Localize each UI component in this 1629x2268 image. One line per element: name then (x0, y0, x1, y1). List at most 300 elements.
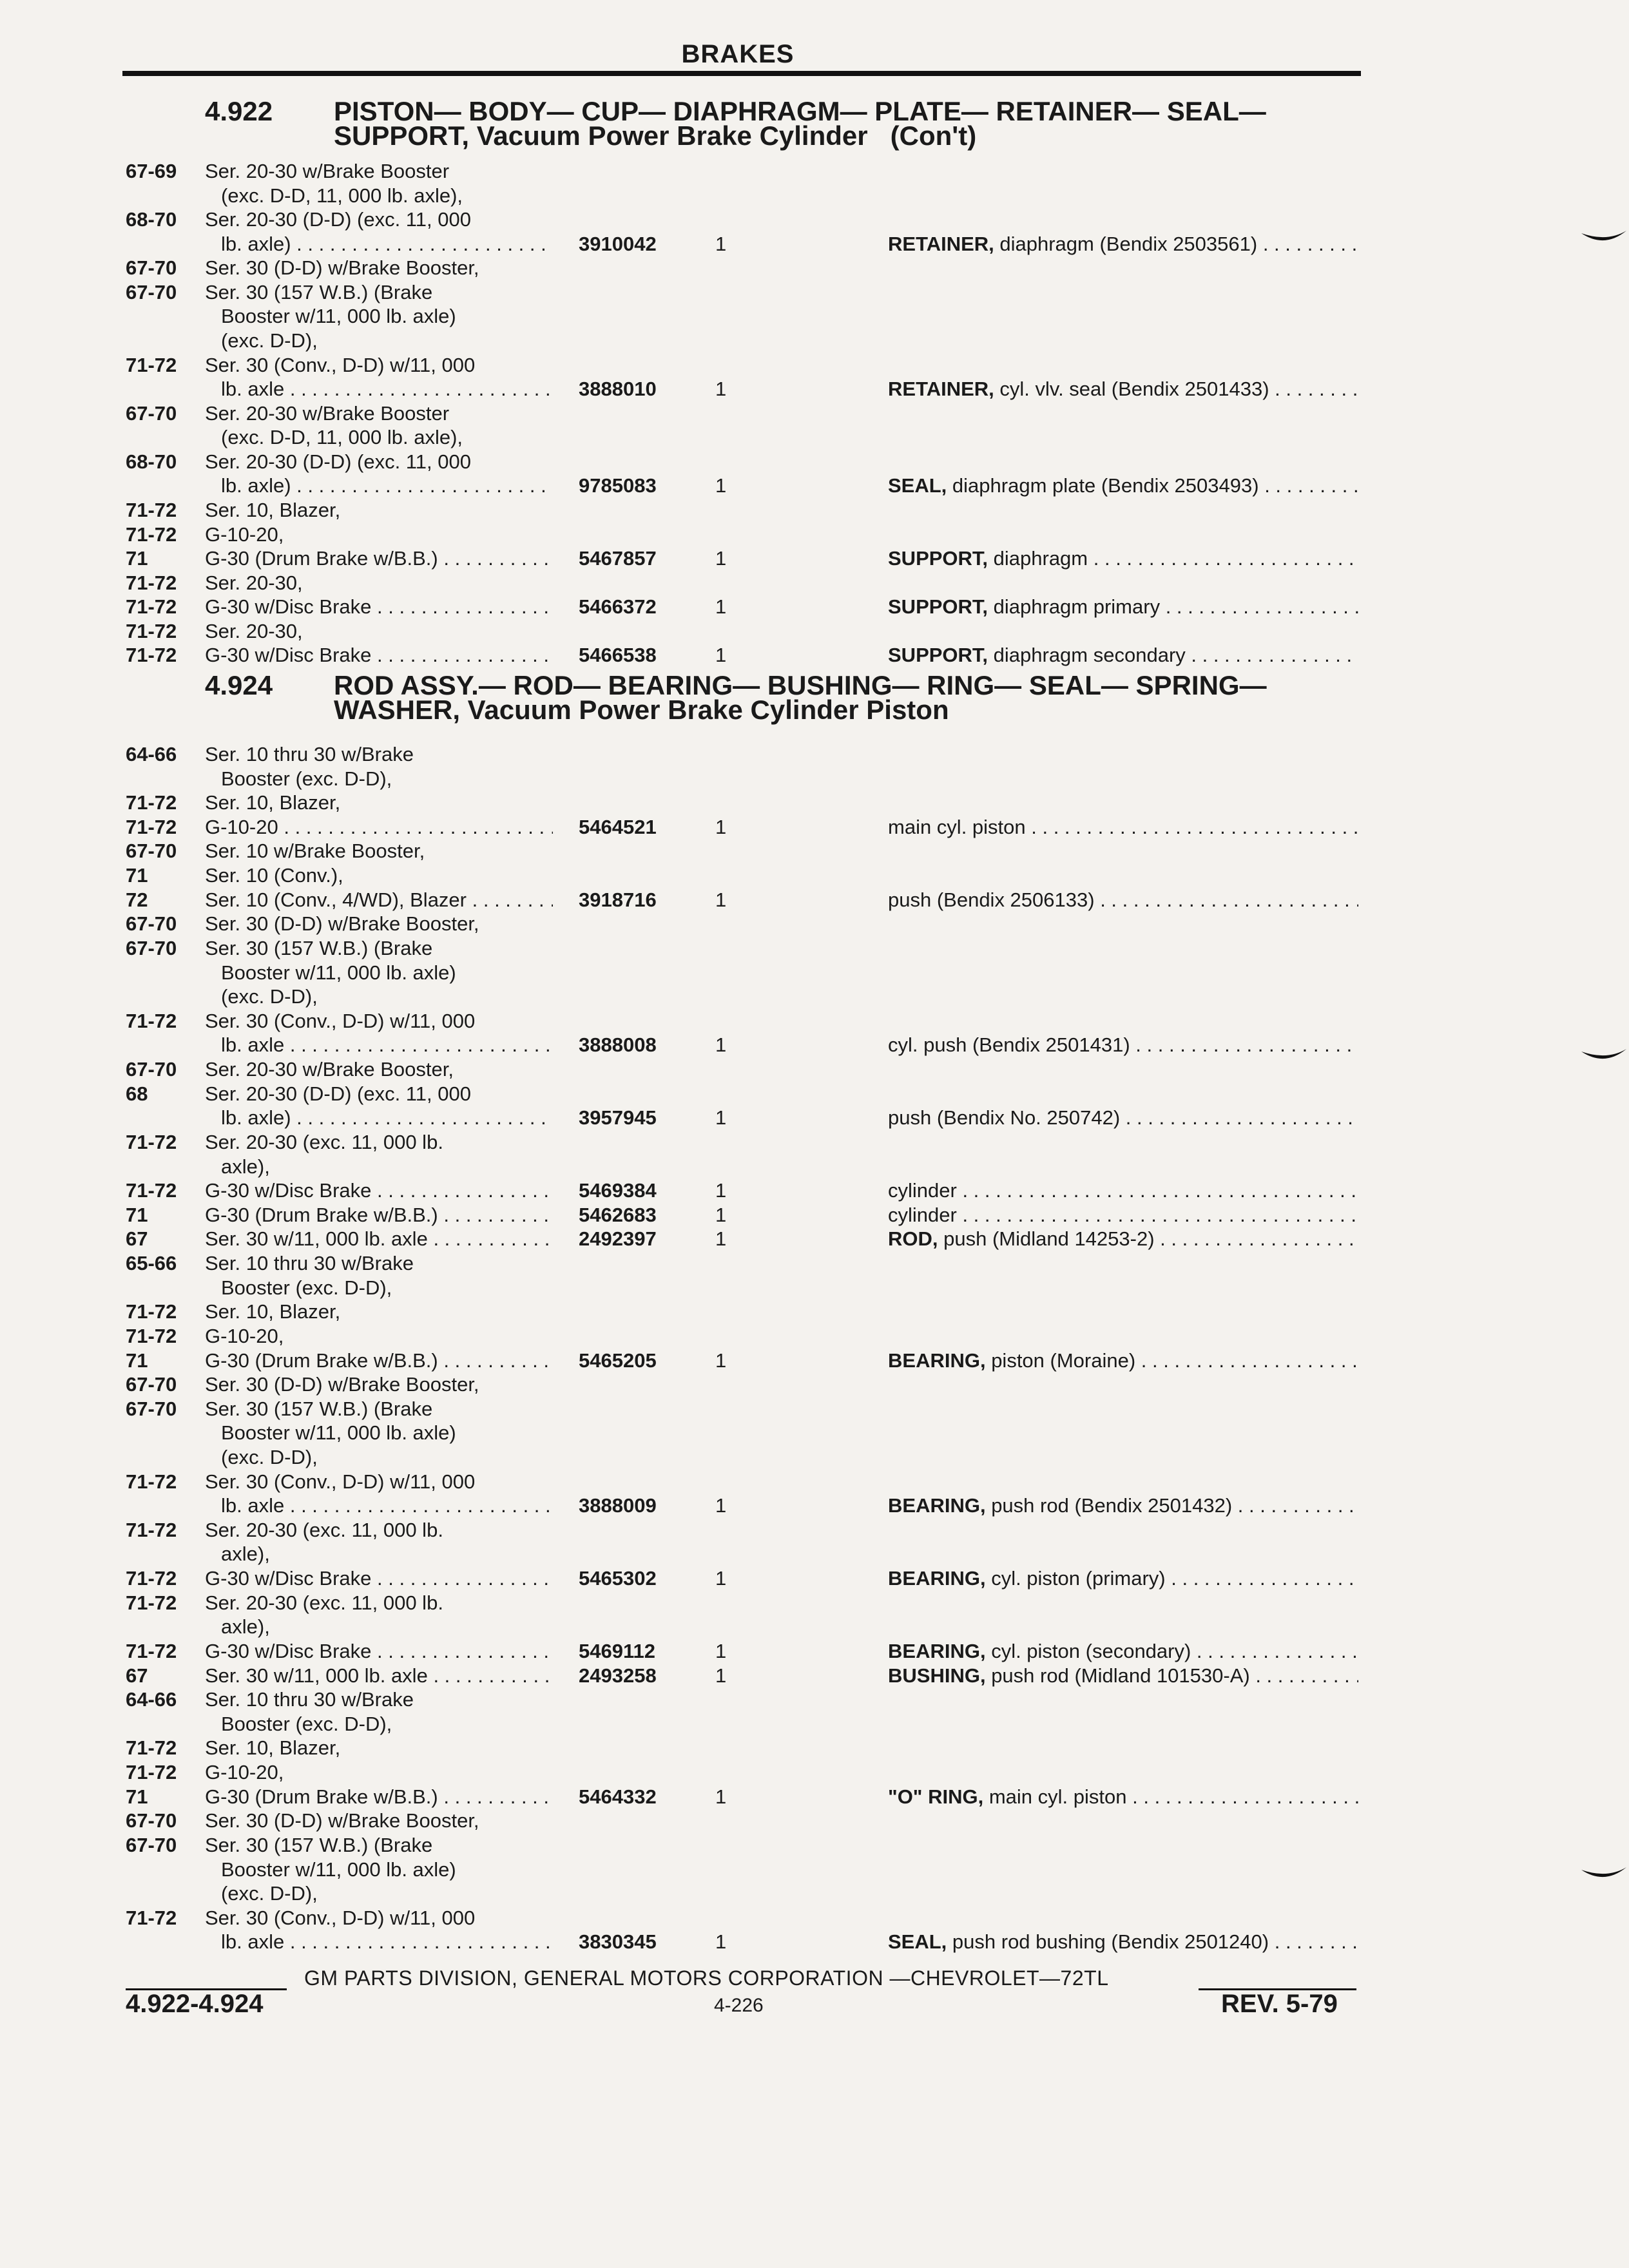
description-text: Ser. 20-30 w/Brake Booster, (205, 1058, 454, 1081)
application-description (205, 450, 471, 474)
description-text: Ser. 20-30 (exc. 11, 000 lb. (205, 1130, 443, 1153)
model-years: 71-72 (126, 523, 177, 546)
part-name (888, 1494, 1358, 1518)
description-text: Ser. 10 thru 30 w/Brake (205, 743, 414, 765)
model-years: 67-70 (126, 401, 177, 425)
description-text: G-30 (Drum Brake w/B.B.) (205, 1349, 438, 1372)
quantity: 1 (715, 1930, 727, 1954)
application-description (205, 159, 449, 184)
application-description (205, 619, 303, 644)
model-years: 67-70 (126, 1373, 177, 1396)
table-row (0, 1518, 1629, 1542)
section-header-4924 (205, 670, 1267, 725)
table-row (0, 1591, 1629, 1615)
application-description (205, 815, 553, 840)
application-description (205, 1372, 479, 1397)
part-name-keyword: BUSHING, (888, 1664, 986, 1687)
part-name-detail: diaphragm plate (Bendix 2503493) (947, 474, 1259, 497)
application-description (205, 888, 553, 912)
model-years: 68-70 (126, 450, 177, 473)
part-name (888, 1227, 1358, 1251)
application-description (205, 353, 475, 378)
table-row (0, 280, 1629, 305)
application-description (205, 1785, 553, 1809)
description-text: Ser. 20-30 w/Brake Booster (205, 160, 450, 182)
application-description (221, 1445, 318, 1470)
part-name-detail: diaphragm (Bendix 2503561) (994, 232, 1258, 255)
quantity: 1 (715, 888, 727, 911)
table-row (0, 863, 1629, 888)
page-title: BRAKES (681, 40, 795, 68)
table-row (0, 377, 1629, 401)
part-name (888, 643, 1358, 668)
application-description (221, 1276, 392, 1300)
description-text: Ser. 20-30 (D-D) (exc. 11, 000 (205, 208, 471, 231)
application-description (205, 839, 425, 863)
section-title-line1: ROD ASSY.— ROD— BEARING— BUSHING— RING— SEAL— SPRING— (334, 670, 1267, 700)
table-row (0, 791, 1629, 815)
model-years: 67-70 (126, 936, 177, 959)
part-name-detail: diaphragm secondary (988, 644, 1186, 667)
application-description (221, 474, 553, 498)
description-text: lb. axle (221, 1494, 285, 1517)
table-row (0, 1421, 1629, 1445)
description-text: lb. axle (221, 378, 285, 401)
description-text: Ser. 10 thru 30 w/Brake (205, 1688, 414, 1711)
model-years: 71 (126, 1203, 148, 1226)
model-years: 71-72 (126, 353, 177, 376)
model-years: 67-70 (126, 1833, 177, 1856)
description-text: axle), (221, 1542, 270, 1566)
description-text: G-30 w/Disc Brake (205, 1639, 372, 1662)
part-name-keyword: RETAINER, (888, 378, 994, 401)
part-name-keyword: BEARING, (888, 1639, 986, 1662)
part-name-keyword: ROD, (888, 1227, 938, 1251)
description-text: G-30 w/Disc Brake (205, 595, 372, 619)
description-text: lb. axle (221, 1930, 285, 1954)
application-description (221, 425, 463, 450)
model-years: 71-72 (126, 1639, 177, 1662)
part-name-keyword: SUPPORT, (888, 547, 988, 570)
table-row (0, 1033, 1629, 1057)
model-years: 67-70 (126, 1058, 177, 1081)
application-description (221, 1881, 318, 1906)
description-text: Ser. 20-30 (exc. 11, 000 lb. (205, 1518, 443, 1541)
description-text: Ser. 10, Blazer, (205, 1300, 341, 1323)
quantity: 1 (715, 1227, 727, 1251)
footer-page-number: 4-226 (714, 1995, 764, 2016)
quantity: 1 (715, 1033, 727, 1057)
application-description (205, 1639, 553, 1664)
table-row (0, 474, 1629, 498)
part-name-keyword: BEARING, (888, 1494, 986, 1517)
model-years: 65-66 (126, 1252, 177, 1275)
table-row (0, 329, 1629, 353)
description-text: (exc. D-D), (221, 985, 318, 1008)
model-years: 71-72 (126, 1736, 177, 1760)
table-row (0, 1736, 1629, 1760)
application-description (205, 1178, 553, 1203)
application-description (221, 985, 318, 1009)
table-row (0, 1276, 1629, 1300)
quantity: 1 (715, 815, 727, 838)
quantity: 1 (715, 547, 727, 570)
quantity: 1 (715, 1785, 727, 1808)
table-row (0, 184, 1629, 208)
table-row (0, 1712, 1629, 1736)
table-row (0, 1155, 1629, 1179)
part-name-detail: piston (Moraine) (985, 1349, 1136, 1372)
application-description (205, 1566, 553, 1591)
table-row (0, 207, 1629, 232)
part-name (888, 595, 1358, 619)
model-years: 67-70 (126, 1397, 177, 1420)
description-text: Ser. 10, Blazer, (205, 498, 341, 521)
description-text: Ser. 20-30 w/Brake Booster (205, 401, 450, 425)
model-years: 68 (126, 1082, 148, 1105)
part-number: 5469112 (579, 1639, 655, 1662)
description-text: Ser. 20-30, (205, 619, 303, 642)
description-text: (exc. D-D), (221, 329, 318, 352)
table-row (0, 256, 1629, 280)
application-description (221, 961, 456, 985)
part-name-detail: push (Bendix 2506133) (888, 888, 1095, 911)
table-row (0, 1833, 1629, 1858)
application-description (205, 791, 340, 815)
description-text: lb. axle) (221, 232, 291, 255)
application-description (205, 1906, 475, 1930)
description-text: Ser. 20-30, (205, 571, 303, 594)
description-text: Booster w/11, 000 lb. axle) (221, 1421, 456, 1445)
part-number: 3830345 (579, 1930, 657, 1954)
description-text: Ser. 30 (D-D) w/Brake Booster, (205, 1809, 479, 1832)
table-row (0, 1203, 1629, 1227)
description-text: (exc. D-D, 11, 000 lb. axle), (221, 426, 463, 449)
footer-corporation: GM PARTS DIVISION, GENERAL MOTORS CORPORATION —CHEVROLET—72TL (304, 1966, 1109, 1990)
part-name-detail: push (Bendix No. 250742) (888, 1106, 1121, 1129)
part-number: 5465302 (579, 1567, 657, 1590)
table-row (0, 1615, 1629, 1639)
model-years: 64-66 (126, 1688, 177, 1711)
application-description (205, 643, 553, 668)
application-description (221, 1858, 456, 1882)
application-description (221, 329, 318, 353)
table-row (0, 450, 1629, 474)
part-number: 5464521 (579, 815, 657, 838)
part-name-keyword: RETAINER, (888, 232, 994, 255)
section-title-line1: PISTON— BODY— CUP— DIAPHRAGM— PLATE— RETAINER— SEAL— (334, 96, 1266, 126)
description-text: Ser. 30 (D-D) w/Brake Booster, (205, 1373, 479, 1396)
table-row (0, 1178, 1629, 1203)
description-text: G-10-20 (205, 815, 278, 838)
section-number: 4.922 (205, 96, 273, 126)
model-years: 71-72 (126, 1179, 177, 1202)
quantity: 1 (715, 1349, 727, 1372)
part-name (888, 1178, 1358, 1203)
part-name (888, 1639, 1358, 1664)
table-row (0, 1227, 1629, 1251)
quantity: 1 (715, 1639, 727, 1662)
table-row (0, 961, 1629, 985)
description-text: Ser. 20-30 (D-D) (exc. 11, 000 (205, 450, 471, 473)
part-name-detail: main cyl. piston (983, 1785, 1127, 1808)
description-text: Booster (exc. D-D), (221, 1276, 392, 1299)
table-row (0, 619, 1629, 644)
table-row (0, 353, 1629, 378)
application-description (221, 1421, 456, 1445)
table-row (0, 1881, 1629, 1906)
part-name-detail: cyl. vlv. seal (Bendix 2501433) (994, 378, 1269, 401)
model-years: 67-69 (126, 160, 177, 182)
description-text: Ser. 30 (Conv., D-D) w/11, 000 (205, 1906, 476, 1929)
description-text: G-30 (Drum Brake w/B.B.) (205, 1203, 438, 1226)
table-row (0, 1106, 1629, 1130)
quantity: 1 (715, 1494, 727, 1517)
model-years: 71-72 (126, 1324, 177, 1347)
description-text: Ser. 30 (D-D) w/Brake Booster, (205, 256, 479, 280)
table-row (0, 1664, 1629, 1688)
table-row (0, 1639, 1629, 1664)
part-name-detail: cyl. push (Bendix 2501431) (888, 1033, 1130, 1057)
application-description (205, 280, 432, 305)
application-description (205, 1251, 414, 1276)
description-text: Ser. 10, Blazer, (205, 1736, 341, 1760)
description-text: G-30 w/Disc Brake (205, 1567, 372, 1590)
application-description (221, 1155, 270, 1179)
table-row (0, 546, 1629, 571)
model-years: 71 (126, 1349, 148, 1372)
quantity: 1 (715, 644, 727, 667)
description-text: Ser. 30 (Conv., D-D) w/11, 000 (205, 1009, 476, 1032)
part-number: 3888008 (579, 1033, 657, 1057)
model-years: 71-72 (126, 1009, 177, 1032)
description-text: Ser. 30 (D-D) w/Brake Booster, (205, 912, 479, 936)
model-years: 71-72 (126, 1470, 177, 1493)
part-name-detail: main cyl. piston (888, 815, 1026, 838)
quantity: 1 (715, 1179, 727, 1202)
model-years: 71-72 (126, 1761, 177, 1784)
part-number: 2493258 (579, 1664, 657, 1687)
application-description (205, 1687, 414, 1712)
application-description (205, 1809, 479, 1833)
part-name-detail: push rod (Midland 101530-A) (985, 1664, 1250, 1687)
model-years: 67-70 (126, 1809, 177, 1832)
part-number: 3910042 (579, 232, 657, 255)
part-name-detail: push rod (Bendix 2501432) (985, 1494, 1233, 1517)
part-name (888, 1349, 1358, 1373)
application-description (205, 863, 343, 888)
description-text: Ser. 30 w/11, 000 lb. axle (205, 1227, 428, 1251)
application-description (205, 401, 449, 426)
footer-section-range: 4.922-4.924 (126, 1990, 264, 2018)
model-years: 67-70 (126, 280, 177, 303)
application-description (221, 304, 456, 329)
application-description (221, 232, 553, 256)
part-number: 3918716 (579, 888, 657, 911)
description-text: Booster w/11, 000 lb. axle) (221, 961, 456, 984)
model-years: 71-72 (126, 571, 177, 594)
part-number: 5466538 (579, 644, 657, 667)
part-number: 9785083 (579, 474, 657, 497)
quantity: 1 (715, 595, 727, 619)
model-years: 67 (126, 1227, 148, 1251)
description-text: G-10-20, (205, 1324, 284, 1347)
section-number: 4.924 (205, 670, 273, 700)
model-years: 71-72 (126, 1906, 177, 1929)
application-description (205, 1833, 432, 1858)
model-years: 71-72 (126, 1518, 177, 1541)
table-row (0, 1130, 1629, 1155)
description-text: axle), (221, 1615, 270, 1639)
application-description (205, 1736, 340, 1760)
part-name (888, 815, 1358, 840)
part-number: 3888010 (579, 378, 657, 401)
description-text: Ser. 30 (157 W.B.) (Brake (205, 936, 433, 959)
description-text: lb. axle) (221, 1106, 291, 1129)
part-name-keyword: SEAL, (888, 474, 947, 497)
application-description (221, 377, 553, 401)
description-text: axle), (221, 1155, 270, 1178)
model-years: 67-70 (126, 840, 177, 863)
description-text: Booster (exc. D-D), (221, 1712, 392, 1735)
part-number: 5466372 (579, 595, 657, 619)
table-row (0, 1930, 1629, 1954)
table-row (0, 304, 1629, 329)
part-name (888, 232, 1358, 256)
part-number: 5465205 (579, 1349, 657, 1372)
application-description (221, 1712, 392, 1736)
model-years: 71-72 (126, 791, 177, 814)
table-row (0, 523, 1629, 547)
application-description (205, 256, 479, 280)
part-name-detail: diaphragm primary (988, 595, 1161, 619)
footer-revision: REV. 5-79 (1221, 1990, 1338, 2018)
part-name-detail: cyl. piston (primary) (985, 1567, 1166, 1590)
application-description (221, 1106, 553, 1130)
description-text: Ser. 10 w/Brake Booster, (205, 840, 425, 863)
quantity: 1 (715, 1203, 727, 1226)
application-description (205, 571, 303, 595)
part-name (888, 546, 1358, 571)
model-years: 71-72 (126, 1300, 177, 1323)
application-description (205, 1300, 340, 1324)
table-row (0, 839, 1629, 863)
part-name-detail: cylinder (888, 1203, 957, 1226)
table-row (0, 1082, 1629, 1106)
part-number: 2492397 (579, 1227, 657, 1251)
table-row (0, 1858, 1629, 1882)
part-name (888, 1930, 1358, 1954)
quantity: 1 (715, 1106, 727, 1129)
description-text: Ser. 30 w/11, 000 lb. axle (205, 1664, 428, 1687)
quantity: 1 (715, 378, 727, 401)
description-text: G-30 w/Disc Brake (205, 644, 372, 667)
table-row (0, 1470, 1629, 1494)
part-name (888, 474, 1358, 498)
part-name-keyword: SUPPORT, (888, 644, 988, 667)
part-name-detail: cylinder (888, 1179, 957, 1202)
model-years: 72 (126, 888, 148, 911)
model-years: 71-72 (126, 644, 177, 667)
part-name (888, 377, 1358, 401)
model-years: 71-72 (126, 595, 177, 619)
table-row (0, 1494, 1629, 1518)
table-row (0, 1324, 1629, 1349)
application-description (221, 1615, 270, 1639)
table-row (0, 1057, 1629, 1082)
application-description (205, 1591, 443, 1615)
description-text: (exc. D-D), (221, 1445, 318, 1468)
model-years: 67 (126, 1664, 148, 1687)
table-row (0, 643, 1629, 668)
part-name (888, 1203, 1358, 1227)
section-title-line2: SUPPORT, Vacuum Power Brake Cylinder (Con't) (334, 120, 977, 151)
part-name-detail: diaphragm (988, 547, 1088, 570)
application-description (205, 1082, 471, 1106)
table-row (0, 595, 1629, 619)
table-row (0, 1445, 1629, 1470)
part-number: 5469384 (579, 1179, 657, 1202)
model-years: 64-66 (126, 743, 177, 765)
application-description (205, 1324, 284, 1349)
part-name-keyword: BEARING, (888, 1349, 986, 1372)
quantity: 1 (715, 1664, 727, 1687)
table-row (0, 1349, 1629, 1373)
model-years: 71-72 (126, 619, 177, 642)
application-description (221, 1542, 270, 1566)
description-text: Ser. 30 (Conv., D-D) w/11, 000 (205, 1470, 476, 1493)
model-years: 71 (126, 547, 148, 570)
part-number: 3888009 (579, 1494, 657, 1517)
description-text: Ser. 10 thru 30 w/Brake (205, 1252, 414, 1275)
table-row (0, 1906, 1629, 1930)
description-text: G-10-20, (205, 1761, 284, 1784)
model-years: 67-70 (126, 912, 177, 936)
description-text: Ser. 20-30 (exc. 11, 000 lb. (205, 1591, 443, 1614)
part-number: 5462683 (579, 1203, 657, 1226)
section-header-4922 (205, 96, 1266, 151)
binder-hole-mark (1579, 1044, 1629, 1070)
quantity: 1 (715, 1567, 727, 1590)
table-row (0, 401, 1629, 426)
model-years: 71-72 (126, 1591, 177, 1614)
table-row (0, 1542, 1629, 1566)
application-description (221, 767, 392, 791)
table-row (0, 1009, 1629, 1033)
description-text: Booster w/11, 000 lb. axle) (221, 305, 456, 328)
part-name (888, 1106, 1358, 1130)
application-description (205, 1130, 443, 1155)
description-text: (exc. D-D), (221, 1882, 318, 1905)
description-text: Ser. 30 (157 W.B.) (Brake (205, 280, 433, 303)
model-years: 71-72 (126, 1567, 177, 1590)
table-row (0, 1397, 1629, 1421)
part-name-keyword: "O" RING, (888, 1785, 984, 1808)
application-description (205, 1470, 475, 1494)
model-years: 71 (126, 1785, 148, 1808)
part-name-keyword: SUPPORT, (888, 595, 988, 619)
model-years: 71 (126, 864, 148, 887)
application-description (205, 1227, 553, 1251)
table-row (0, 742, 1629, 767)
part-number: 3957945 (579, 1106, 657, 1129)
model-years: 71-72 (126, 1130, 177, 1153)
application-description (205, 1760, 284, 1785)
description-text: G-30 (Drum Brake w/B.B.) (205, 547, 438, 570)
table-row (0, 985, 1629, 1009)
part-name (888, 1033, 1358, 1057)
table-row (0, 1372, 1629, 1397)
